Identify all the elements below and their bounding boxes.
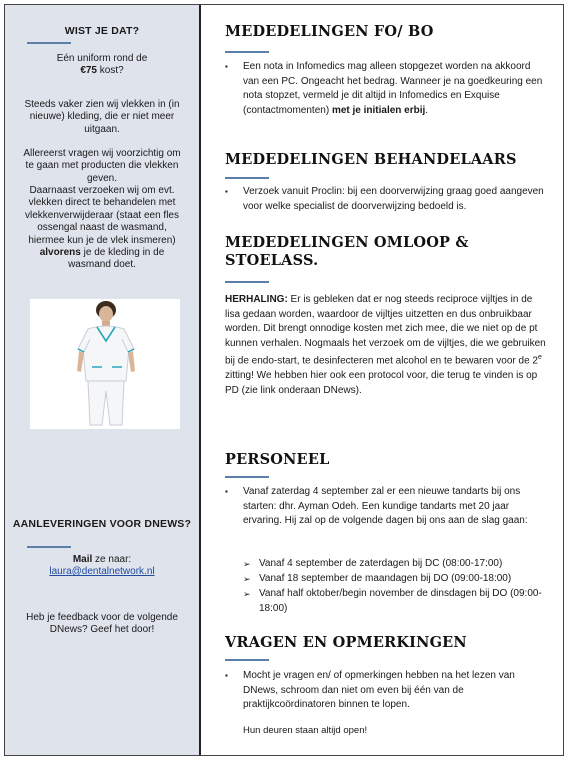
section-title-fo-bo: MEDEDELINGEN FO/ BO bbox=[225, 23, 434, 40]
personeel-item: ▪ Vanaf zaterdag 4 september zal er een nieuwe tandarts bij ons starten: dhr. Ayman Odeh. Een kundige tandarts met 20 jaar ervaring. Hij zal op de volgende dagen bij ons aan de slag gaan: bbox=[225, 486, 528, 527]
mail-instruction: Mail ze naar: bbox=[72, 554, 132, 565]
section-title-personeel: PERSONEEL bbox=[225, 451, 330, 468]
mail-address-link[interactable]: laura@dentalnetwork.nl bbox=[49, 566, 155, 577]
section-title-behandelaars: MEDEDELINGEN BEHANDELAARS bbox=[225, 151, 517, 168]
schedule-item: ➢ Vanaf half oktober/begin november de dinsdagen bij DO (09:00-18:00) bbox=[243, 588, 542, 614]
vragen-item: ▪ Mocht je vragen en/ of opmerkingen hebben na het lezen van DNews, schroom dan niet om even bij één van de praktijkcoördinatoren binnen te lopen. bbox=[225, 670, 515, 711]
page-frame bbox=[4, 4, 564, 756]
arrow-bullet-icon: ➢ bbox=[243, 589, 251, 599]
deliveries-heading: AANLEVERINGEN VOOR DNEWS? bbox=[12, 518, 192, 530]
uniform-price: €75 bbox=[80, 65, 97, 77]
arrow-bullet-icon: ➢ bbox=[243, 574, 251, 584]
stains-text: Steeds vaker zien wij vlekken in (in nieuwe) kleding, die er niet meer uitgaan. bbox=[24, 99, 180, 135]
bullet-square-icon: ▪ bbox=[225, 487, 228, 496]
fo-bo-item: ▪ Een nota in Infomedics mag alleen stopgezet worden na akkoord van een PC. Ongeacht het bedrag. Wanneer je na goedkeuring een nota stopzet, vermeld je dit altijd in Infomedics en Exquise (contactmomenten) met je initialen erbij. bbox=[225, 61, 543, 116]
schedule-item: ➢ Vanaf 4 september de zaterdagen bij DC (08:00-17:00) bbox=[243, 557, 545, 572]
section-title-vragen: VRAGEN EN OPMERKINGEN bbox=[225, 634, 467, 651]
bullet-square-icon: ▪ bbox=[225, 62, 228, 71]
stain-remover-text: Daarnaast verzoeken wij om evt. vlekken direct te behandelen met vlekkenverwijderaar (staat een fles ossengal naast de wasmand, hiermee kun je de vlek insmeren) alvorens je de kleding in de wasmand doet. bbox=[25, 185, 179, 271]
omloop-text: HERHALING: Er is gebleken dat er nog steeds reciproce vijltjes in de lisa gedaan worden, waardoor de vijltjes uitzetten en dus onbruikbaar worden. Dit brengt onnodige kosten met zich mee, die we niet op de pt kunnen verhalen. Nogmaals het verzoek om de vijltjes, die we gebruiken bij de endo-start, te desinfecteren met alcohol en te bewaren voor de 2e zitting! We hebben hier ook een protocol voor, die terug te vinden is op PD (zie link onderaan DNews). bbox=[225, 294, 546, 396]
bullet-square-icon: ▪ bbox=[225, 187, 228, 196]
arrow-bullet-icon: ➢ bbox=[243, 559, 251, 569]
behandelaars-item: ▪ Verzoek vanuit Proclin: bij een doorverwijzing graag goed aangeven voor welke specialist de doorverwijzing bedoeld is. bbox=[225, 186, 544, 212]
request-text: Allereerst vragen wij voorzichtig om te gaan met producten die vlekken geven. bbox=[23, 148, 181, 184]
wist-je-dat-heading: WIST JE DAT? bbox=[64, 25, 140, 37]
bullet-square-icon: ▪ bbox=[225, 671, 228, 680]
closing-text: Hun deuren staan altijd open! bbox=[243, 725, 368, 736]
schedule-item: ➢ Vanaf 18 september de maandagen bij DO (09:00-18:00) bbox=[243, 572, 545, 587]
section-title-omloop: MEDEDELINGEN OMLOOP & STOELASS. bbox=[225, 234, 469, 269]
feedback-text: Heb je feedback voor de volgende DNews? Geef het door! bbox=[26, 612, 178, 636]
uniform-cost-text: Eén uniform rond de €75 kost? bbox=[56, 53, 148, 77]
